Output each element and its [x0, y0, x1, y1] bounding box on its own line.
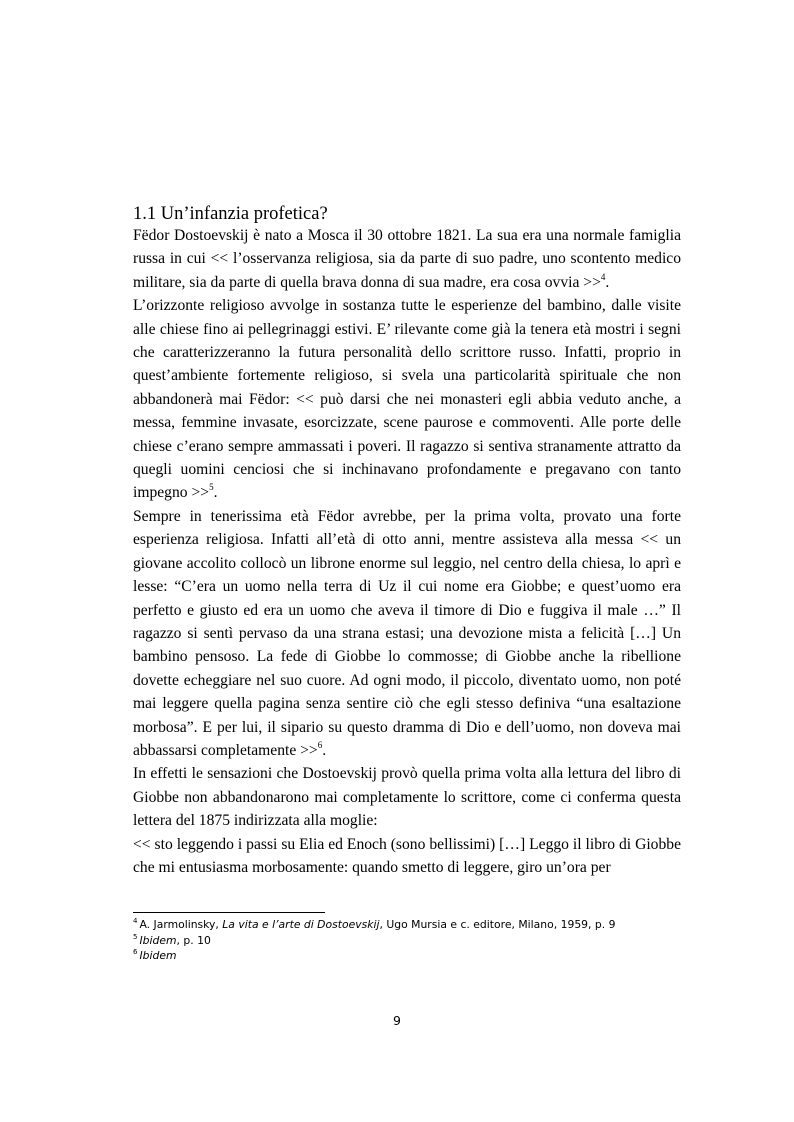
- footnote-divider: [133, 912, 325, 913]
- paragraph-text: In effetti le sensazioni che Dostoevskij provò quella prima volta alla lettura del libro di Giobbe non abbandonarono mai completamente lo scrittore, come ci conferma questa lettera del 1875 indirizzata alla moglie:: [133, 765, 681, 830]
- footnote-reference: 5: [209, 482, 214, 493]
- footnote-number: 4: [133, 917, 138, 926]
- footnote-reference: 4: [600, 271, 606, 282]
- paragraph: [133, 833, 681, 880]
- paragraph: [133, 224, 681, 294]
- footnote: [133, 948, 693, 964]
- footnote-title: Ibidem: [139, 949, 177, 962]
- footnote: [133, 917, 693, 933]
- paragraph-tail: .: [213, 484, 218, 502]
- paragraph-tail: .: [322, 741, 327, 759]
- footnote-title: La vita e l’arte di Dostoevskij: [222, 918, 380, 931]
- body-text: [133, 224, 681, 879]
- footnote: [133, 933, 693, 949]
- footnote-suffix: , Ugo Mursia e c. editore, Milano, 1959, p. 9: [379, 918, 616, 931]
- footnote-title: Ibidem: [139, 933, 177, 947]
- paragraph-text: Fëdor Dostoevskij è nato a Mosca il 30 ottobre 1821. La sua era una normale famiglia russa in cui << l’osservanza religiosa, sia da parte di suo padre, uno scontento medico militare, sia da parte di quella brava donna di sua madre, era cosa ovvia >>: [133, 227, 681, 291]
- page-number: 9: [393, 1013, 401, 1028]
- paragraph-text: Sempre in tenerissima età Fëdor avrebbe, per la prima volta, provato una forte esperienza religiosa. Infatti all’età di otto anni, mentre assisteva alla messa << un giovane accolito collocò un librone enorme sul leggio, nel centro della chiesa, lo aprì e lesse: “C’era un uomo nella terra di Uz il cui nome era Giobbe; e quest’uomo era perfetto e giusto ed era un uomo che aveva il timore di Dio e fuggiva il male …” Il ragazzo si sentì pervaso da una strana estasi; una devozione mista a felicità […] Un bambino pensoso. La fede di Giobbe lo commosse; di Giobbe anche la ribellione dovette echeggiare nel suo cuore. Ad ogni modo, il piccolo, diventato uomo, non poté mai leggere quella pagina senza sentire ciò che egli stesso definiva “una esaltazione morbosa”. E per lui, il sipario su questo dramma di Dio e dell’uomo, non doveva mai abbassarsi completamente >>: [133, 507, 681, 759]
- paragraph: [133, 505, 681, 762]
- footnote-number: 6: [133, 948, 138, 957]
- footnotes: [133, 917, 693, 964]
- footnote-prefix: A. Jarmolinsky,: [139, 918, 223, 931]
- footnote-reference: 6: [317, 739, 323, 750]
- footnote-suffix: , p. 10: [176, 933, 211, 947]
- section-heading: 1.1 Un’infanzia profetica?: [133, 204, 328, 224]
- paragraph-tail: .: [605, 273, 610, 291]
- paragraph: [133, 762, 681, 832]
- footnote-number: 5: [133, 932, 138, 941]
- paragraph-text: << sto leggendo i passi su Elia ed Enoch (sono bellissimi) […] Leggo il libro di Giobbe che mi entusiasma morbosamente: quando smetto di leggere, giro un’ora per: [133, 835, 681, 876]
- paragraph: [133, 294, 681, 505]
- paragraph-text: L’orizzonte religioso avvolge in sostanza tutte le esperienze del bambino, dalle visite alle chiese fino ai pellegrinaggi estivi. E’ rilevante come già la tenera età mostri i segni che caratterizzeranno la futura personalità dello scrittore russo. Infatti, proprio in quest’ambiente fortemente religioso, si svela una particolarità spirituale che non abbandonerà mai Fëdor: << può darsi che nei monasteri egli abbia veduto anche, a messa, femmine invasate, esorcizzate, scene paurose e commoventi. Alle porte delle chiese c’erano sempre ammassati i poveri. Il ragazzo si sentiva stranamente attratto da quegli uomini cenciosi che si inchinavano profondamente e pregavano con tanto impegno >>: [133, 297, 681, 502]
